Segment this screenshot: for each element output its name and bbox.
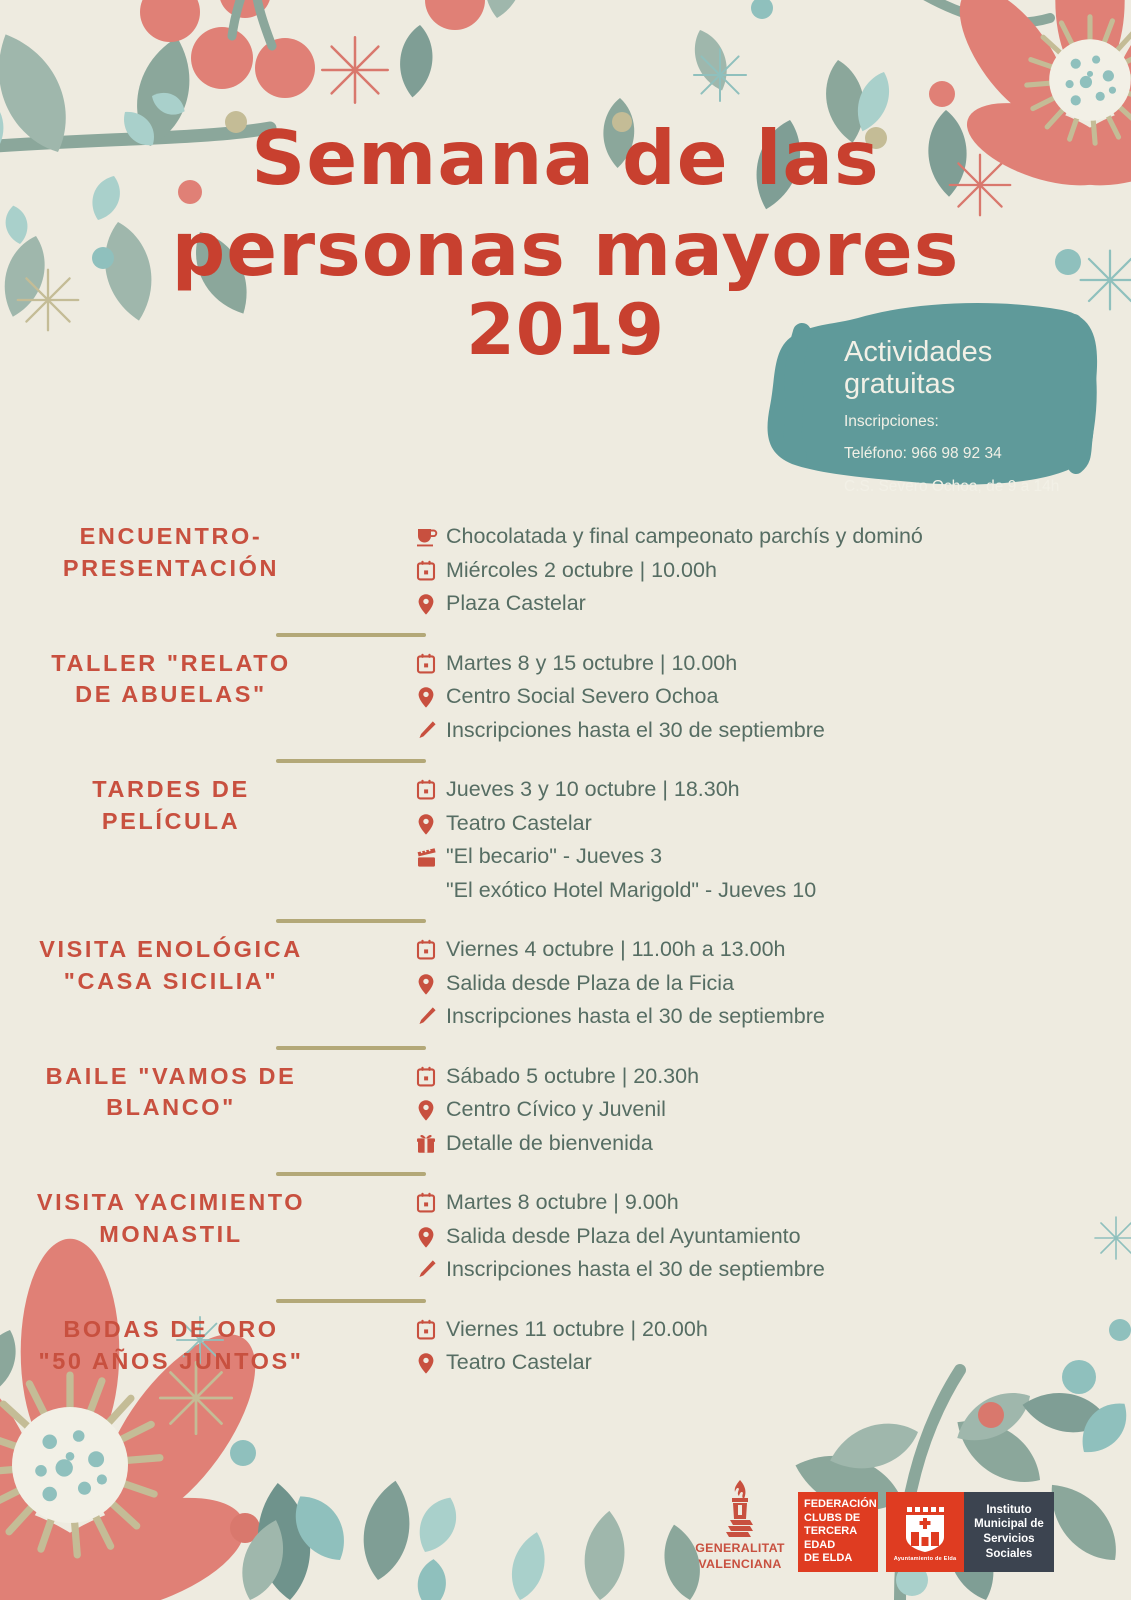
event-detail-line (416, 715, 1131, 746)
calendar-icon (416, 779, 438, 802)
event-line-icon-slot (416, 521, 446, 551)
event-detail-line (416, 841, 1131, 872)
event-title-line-1: ENCUENTRO- (79, 523, 263, 549)
event-title-line-2: PELÍCULA (101, 807, 241, 834)
event-line-text: Sábado 5 octubre | 20.30h (446, 1063, 700, 1088)
federacion-label: FEDERACIÓN CLUBS DE TERCERA EDAD DE ELDA (804, 1498, 877, 1565)
event-block (0, 521, 1131, 622)
event-line-text: "El becario" - Jueves 3 (446, 844, 663, 869)
badge-location-hours: C.S. Severo Ochoa, de 9 a 14h (844, 478, 1060, 496)
event-line-icon-slot (416, 1221, 446, 1251)
event-detail-line (416, 934, 1131, 965)
calendar-icon (416, 1192, 438, 1215)
event-line-icon-slot (416, 1128, 446, 1158)
pencil-icon (416, 1006, 438, 1029)
event-line-text: Centro Social Severo Ochoa (446, 684, 719, 709)
event-title-line-1: VISITA YACIMIENTO (36, 1189, 306, 1216)
free-activities-badge (762, 296, 1102, 496)
event-detail-line (416, 875, 1131, 906)
event-line-text: Salida desde Plaza del Ayuntamiento (446, 1223, 801, 1248)
event-line-icon-slot (416, 774, 446, 804)
title-line-3: 2019 (466, 289, 665, 371)
logo-instituto-servicios-sociales (964, 1492, 1054, 1572)
event-detail-line (416, 1187, 1131, 1218)
event-title-line-2: DE ABUELAS" (75, 681, 267, 708)
pencil-icon (416, 720, 438, 743)
event-title (0, 521, 360, 584)
event-title-line-2: PRESENTACIÓN (62, 554, 280, 581)
deco-dot (929, 81, 955, 107)
event-detail-line (416, 774, 1131, 805)
event-line-text: Viernes 4 octubre | 11.00h a 13.00h (446, 937, 786, 962)
deco-star-coral (322, 37, 388, 103)
gift-icon (416, 1133, 438, 1156)
clapperboard-icon (416, 846, 438, 869)
deco-star-teal (694, 49, 746, 101)
map-pin-icon (416, 593, 438, 616)
event-line-icon-slot (416, 1314, 446, 1344)
event-divider (276, 1046, 426, 1050)
event-detail-line (416, 1061, 1131, 1092)
logo-federacion-clubs (798, 1492, 878, 1572)
event-line-icon-slot (416, 1187, 446, 1217)
calendar-icon (416, 1066, 438, 1089)
event-line-icon-slot (416, 1254, 446, 1284)
calendar-icon (416, 939, 438, 962)
event-line-icon-slot (416, 841, 446, 871)
event-line-text: Salida desde Plaza de la Ficia (446, 970, 735, 995)
event-line-icon-slot (416, 1061, 446, 1091)
event-title (0, 1061, 360, 1124)
event-line-text: Jueves 3 y 10 octubre | 18.30h (446, 777, 740, 802)
event-line-text: Martes 8 octubre | 9.00h (446, 1190, 679, 1215)
event-title (0, 648, 360, 711)
event-title-line-1: TARDES DE (92, 776, 250, 803)
event-line-icon-slot (416, 808, 446, 838)
map-pin-icon (416, 813, 438, 836)
event-divider (276, 919, 426, 923)
map-pin-icon (416, 973, 438, 996)
event-divider (276, 1172, 426, 1176)
event-detail-line (416, 1094, 1131, 1125)
event-title-line-1: BODAS DE ORO (63, 1315, 279, 1342)
event-divider (276, 759, 426, 763)
event-detail-line (416, 555, 1131, 586)
event-block (0, 1314, 1131, 1381)
map-pin-icon (416, 1099, 438, 1122)
pencil-icon (416, 1259, 438, 1282)
generalitat-label-line-1: GENERALITAT (695, 1541, 785, 1556)
event-line-text: Miércoles 2 octubre | 10.00h (446, 557, 717, 582)
event-line-text: Chocolatada y final campeonato parchís y dominó (446, 524, 923, 548)
deco-dot (978, 1402, 1004, 1428)
event-title (0, 1187, 360, 1250)
event-detail-line (416, 681, 1131, 712)
generalitat-label-line-2: VALENCIANA (698, 1557, 782, 1572)
event-title-line-2: BLANCO" (106, 1094, 236, 1121)
calendar-icon (416, 1319, 438, 1342)
event-detail-lines (360, 521, 1131, 622)
event-detail-line (416, 968, 1131, 999)
event-title-line-1: BAILE "VAMOS DE (45, 1062, 297, 1089)
event-detail-line (416, 1314, 1131, 1345)
deco-dot (751, 0, 773, 19)
deco-leaves-bottomcenter (505, 1509, 707, 1600)
deco-berry (425, 0, 485, 30)
logo-generalitat-valenciana (690, 1478, 790, 1572)
event-detail-line (416, 588, 1131, 619)
event-detail-lines (360, 774, 1131, 908)
event-line-text: "El exótico Hotel Marigold" - Jueves 10 (446, 877, 817, 902)
event-line-text: Plaza Castelar (446, 591, 586, 616)
event-detail-line (416, 1221, 1131, 1252)
event-line-icon-slot (416, 681, 446, 711)
generalitat-emblem-icon (714, 1478, 766, 1540)
badge-phone: Teléfono: 966 98 92 34 (844, 445, 1002, 463)
event-title (0, 774, 360, 837)
event-title-line-2: "50 AÑOS JUNTOS" (38, 1347, 304, 1374)
event-divider (276, 633, 426, 637)
event-detail-line (416, 808, 1131, 839)
event-line-text: Inscripciones hasta el 30 de septiembre (446, 717, 825, 742)
event-line-text: Martes 8 y 15 octubre | 10.00h (446, 650, 738, 675)
event-block (0, 648, 1131, 749)
event-detail-lines (360, 1187, 1131, 1288)
logo-ayuntamiento-elda (886, 1492, 964, 1572)
event-title-line-2: "CASA SICILIA" (63, 967, 279, 994)
event-title-line-2: MONASTIL (99, 1220, 243, 1247)
event-detail-lines (360, 1061, 1131, 1162)
event-line-icon-slot (416, 588, 446, 618)
event-line-icon-slot (416, 1001, 446, 1031)
map-pin-icon (416, 1352, 438, 1375)
event-line-icon-slot (416, 934, 446, 964)
event-divider (276, 1299, 426, 1303)
event-detail-lines (360, 648, 1131, 749)
coffee-cup-icon (416, 526, 438, 549)
elda-coat-of-arms-icon (902, 1503, 948, 1553)
event-line-text: Inscripciones hasta el 30 de septiembre (446, 1257, 825, 1282)
event-block (0, 774, 1131, 908)
event-block (0, 1187, 1131, 1288)
calendar-icon (416, 653, 438, 676)
event-title-line-1: VISITA ENOLÓGICA (39, 936, 303, 963)
events-list (0, 521, 1131, 1381)
event-line-text: Centro Cívico y Juvenil (446, 1097, 666, 1122)
event-line-text: Teatro Castelar (446, 810, 592, 835)
badge-sub-line-1: Inscripciones: (844, 412, 939, 430)
event-line-text: Teatro Castelar (446, 1350, 592, 1375)
logo-bar (690, 1452, 1095, 1572)
event-line-icon-slot (416, 1347, 446, 1377)
deco-leaf (396, 23, 435, 99)
event-detail-line (416, 1001, 1131, 1032)
event-title (0, 1314, 360, 1377)
event-block (0, 1061, 1131, 1162)
badge-heading-line-2: gratuitas (844, 368, 956, 401)
event-line-text: Viernes 11 octubre | 20.00h (446, 1316, 708, 1341)
event-title-line-1: TALLER "RELATO (51, 649, 291, 676)
event-detail-line (416, 1128, 1131, 1159)
event-line-text: Inscripciones hasta el 30 de septiembre (446, 1004, 825, 1029)
event-detail-line (416, 1254, 1131, 1285)
event-line-icon-slot (416, 1094, 446, 1124)
event-detail-line (416, 648, 1131, 679)
title-line-1: Semana de las (251, 114, 880, 202)
ayuntamiento-caption: Ayuntamiento de Elda (893, 1555, 957, 1562)
event-line-icon-slot (416, 555, 446, 585)
event-detail-lines (360, 934, 1131, 1035)
instituto-label: Instituto Municipal de Servicios Sociales (974, 1503, 1044, 1560)
badge-heading-line-1: Actividades (844, 336, 993, 368)
event-line-icon-slot (416, 715, 446, 745)
badge-text-block (844, 336, 1094, 499)
event-line-icon-slot (416, 648, 446, 678)
event-detail-lines (360, 1314, 1131, 1381)
event-line-icon-slot (416, 968, 446, 998)
event-detail-line (416, 1347, 1131, 1378)
map-pin-icon (416, 1226, 438, 1249)
calendar-icon (416, 560, 438, 583)
event-title (0, 934, 360, 997)
title-line-2: personas mayores (171, 204, 960, 293)
event-detail-line (416, 521, 1131, 552)
map-pin-icon (416, 686, 438, 709)
deco-dot (230, 1440, 256, 1466)
event-block (0, 934, 1131, 1035)
event-line-text: Detalle de bienvenida (446, 1130, 653, 1155)
